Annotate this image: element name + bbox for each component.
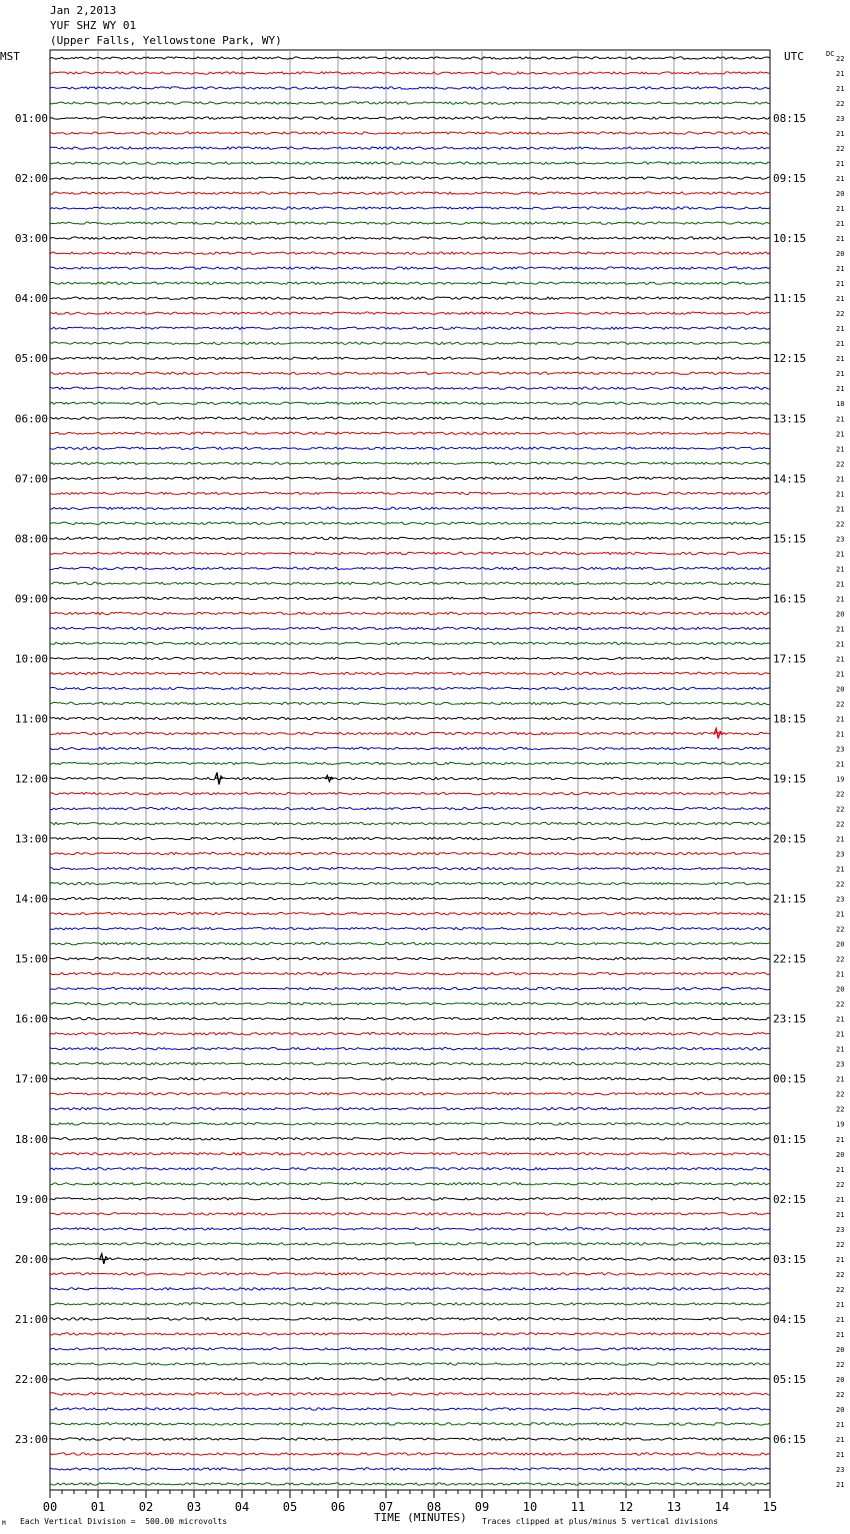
seismic-trace xyxy=(50,672,770,674)
dc-offset-label: 21 xyxy=(836,475,845,484)
seismic-trace xyxy=(50,327,770,329)
seismic-trace xyxy=(50,177,770,179)
dc-offset-label: 20 xyxy=(836,1375,845,1384)
left-hour-label: 20:00 xyxy=(14,1252,48,1266)
dc-offset-label: 21 xyxy=(836,1435,845,1444)
seismic-trace xyxy=(50,507,770,509)
dc-offset-label: 21 xyxy=(836,130,845,139)
dc-offset-label: 21 xyxy=(836,385,845,394)
left-timezone-label: MST xyxy=(0,50,20,63)
left-hour-label: 02:00 xyxy=(14,172,48,186)
seismic-trace xyxy=(50,927,770,929)
seismic-trace xyxy=(50,747,770,749)
right-hour-label: 00:15 xyxy=(773,1072,807,1086)
seismic-trace xyxy=(50,1378,770,1380)
dc-offset-label: 23 xyxy=(836,1060,845,1069)
x-tick-label: 12 xyxy=(618,1500,634,1514)
seismic-trace xyxy=(50,1108,770,1110)
seismic-trace xyxy=(50,777,770,779)
dc-offset-label: 21 xyxy=(836,580,845,589)
seismic-trace xyxy=(50,1048,770,1050)
chart-station: YUF SHZ WY 01 xyxy=(50,19,137,32)
seismic-trace xyxy=(50,522,770,524)
seismic-trace xyxy=(50,762,770,764)
right-hour-label: 05:15 xyxy=(773,1372,807,1386)
seismic-trace xyxy=(50,372,770,374)
dc-offset-label: 21 xyxy=(836,280,845,289)
seismic-trace xyxy=(50,402,770,404)
seismic-trace xyxy=(50,1138,770,1140)
right-hour-label: 22:15 xyxy=(773,952,807,966)
right-hour-label: 01:15 xyxy=(773,1132,807,1146)
seismic-trace xyxy=(50,1453,770,1455)
seismic-trace xyxy=(50,57,770,59)
right-hour-label: 13:15 xyxy=(773,412,807,426)
seismic-trace xyxy=(50,162,770,164)
left-hour-label: 15:00 xyxy=(14,952,48,966)
corner-mark: M xyxy=(2,1520,6,1527)
seismic-trace xyxy=(50,567,770,569)
dc-offset-label: 20 xyxy=(836,985,845,994)
seismic-trace xyxy=(50,267,770,269)
dc-offset-label: 22 xyxy=(836,145,845,154)
dc-offset-label: 21 xyxy=(836,1420,845,1429)
right-hour-label: 19:15 xyxy=(773,772,807,786)
dc-offset-label: 23 xyxy=(836,1465,845,1474)
seismic-trace xyxy=(50,1288,770,1290)
dc-offset-label: 21 xyxy=(836,1210,845,1219)
left-hour-label: 04:00 xyxy=(14,292,48,306)
seismic-trace xyxy=(50,477,770,479)
seismic-trace xyxy=(50,912,770,914)
seismic-trace xyxy=(50,492,770,494)
right-hour-label: 20:15 xyxy=(773,832,807,846)
seismic-trace xyxy=(50,1273,770,1275)
seismic-trace xyxy=(50,1318,770,1320)
seismic-trace xyxy=(50,1483,770,1485)
left-hour-label: 06:00 xyxy=(14,412,48,426)
dc-offset-label: 22 xyxy=(836,880,845,889)
seismic-trace xyxy=(50,702,770,704)
dc-offset-label: 21 xyxy=(836,1315,845,1324)
seismic-trace xyxy=(50,1063,770,1065)
right-hour-label: 04:15 xyxy=(773,1312,807,1326)
seismic-trace xyxy=(50,642,770,644)
x-tick-label: 03 xyxy=(186,1500,202,1514)
left-hour-label: 09:00 xyxy=(14,592,48,606)
seismic-trace xyxy=(50,117,770,119)
dc-offset-label: 22 xyxy=(836,1270,845,1279)
chart-location: (Upper Falls, Yellowstone Park, WY) xyxy=(50,34,282,47)
seismic-trace xyxy=(50,417,770,419)
dc-offset-label: 19 xyxy=(836,1120,845,1129)
seismic-trace xyxy=(50,1423,770,1425)
seismic-trace xyxy=(50,852,770,854)
seismic-trace xyxy=(50,1183,770,1185)
dc-offset-label: 21 xyxy=(836,1015,845,1024)
seismic-trace xyxy=(50,597,770,599)
dc-offset-label: 23 xyxy=(836,895,845,904)
seismic-trace xyxy=(50,237,770,239)
seismic-trace xyxy=(50,972,770,974)
left-hour-label: 03:00 xyxy=(14,232,48,246)
seismic-trace xyxy=(50,102,770,104)
left-hour-label: 12:00 xyxy=(14,772,48,786)
dc-offset-label: 21 xyxy=(836,370,845,379)
right-hour-label: 11:15 xyxy=(773,292,807,306)
dc-offset-label: 22 xyxy=(836,1240,845,1249)
dc-offset-label: 22 xyxy=(836,925,845,934)
seismic-trace xyxy=(50,462,770,464)
seismic-trace xyxy=(50,147,770,149)
left-hour-label: 11:00 xyxy=(14,712,48,726)
right-hour-label: 02:15 xyxy=(773,1192,807,1206)
seismic-trace xyxy=(50,987,770,989)
dc-offset-label: 20 xyxy=(836,610,845,619)
dc-offset-label: 20 xyxy=(836,250,845,259)
dc-offset-label: 20 xyxy=(836,1150,845,1159)
seismic-event-spike xyxy=(100,1254,108,1264)
seismic-trace xyxy=(50,432,770,434)
dc-offset-label: 22 xyxy=(836,1360,845,1369)
dc-offset-label: 22 xyxy=(836,805,845,814)
dc-offset-label: 20 xyxy=(836,1405,845,1414)
seismic-trace xyxy=(50,1017,770,1019)
seismic-trace xyxy=(50,357,770,359)
seismic-trace xyxy=(50,1002,770,1004)
dc-offset-label: 21 xyxy=(836,505,845,514)
dc-offset-label: 22 xyxy=(836,700,845,709)
dc-offset-label: 22 xyxy=(836,100,845,109)
left-hour-label: 16:00 xyxy=(14,1012,48,1026)
dc-offset-label: 21 xyxy=(836,325,845,334)
seismic-trace xyxy=(50,297,770,299)
clip-note: Traces clipped at plus/minus 5 vertical divisions xyxy=(482,1517,719,1526)
seismic-trace xyxy=(50,627,770,629)
dc-offset-label: 21 xyxy=(836,340,845,349)
dc-offset-label: 21 xyxy=(836,160,845,169)
dc-offset-label: 21 xyxy=(836,175,845,184)
dc-offset-label: 21 xyxy=(836,85,845,94)
seismic-trace xyxy=(50,1153,770,1155)
left-hour-label: 21:00 xyxy=(14,1312,48,1326)
seismic-trace xyxy=(50,1168,770,1170)
seismic-trace xyxy=(50,1438,770,1440)
dc-offset-label: 23 xyxy=(836,535,845,544)
seismic-trace xyxy=(50,222,770,224)
left-hour-label: 19:00 xyxy=(14,1192,48,1206)
dc-offset-label: 21 xyxy=(836,1075,845,1084)
dc-offset-label: 21 xyxy=(836,1045,845,1054)
dc-offset-label: 23 xyxy=(836,745,845,754)
dc-offset-label: 22 xyxy=(836,790,845,799)
dc-offset-label: 21 xyxy=(836,670,845,679)
right-hour-label: 18:15 xyxy=(773,712,807,726)
dc-offset-label: 21 xyxy=(836,430,845,439)
x-tick-label: 11 xyxy=(570,1500,586,1514)
seismic-trace xyxy=(50,717,770,719)
dc-offset-label: 21 xyxy=(836,235,845,244)
seismic-trace xyxy=(50,897,770,899)
seismic-trace xyxy=(50,1333,770,1335)
dc-offset-label: 23 xyxy=(836,850,845,859)
left-hour-label: 01:00 xyxy=(14,112,48,126)
dc-offset-label: 21 xyxy=(836,220,845,229)
right-hour-label: 06:15 xyxy=(773,1432,807,1446)
dc-offset-label: 21 xyxy=(836,415,845,424)
dc-offset-label: 21 xyxy=(836,550,845,559)
right-hour-label: 15:15 xyxy=(773,532,807,546)
left-hour-label: 05:00 xyxy=(14,352,48,366)
right-hour-label: 16:15 xyxy=(773,592,807,606)
seismic-trace xyxy=(50,657,770,659)
dc-offset-label: 22 xyxy=(836,1390,845,1399)
dc-offset-label: 21 xyxy=(836,1165,845,1174)
dc-offset-label: 21 xyxy=(836,1030,845,1039)
seismic-trace xyxy=(50,1032,770,1034)
right-hour-label: 09:15 xyxy=(773,172,807,186)
x-tick-label: 09 xyxy=(474,1500,490,1514)
dc-offset-label: 21 xyxy=(836,1255,845,1264)
seismic-trace xyxy=(50,1408,770,1410)
dc-offset-label: 21 xyxy=(836,1300,845,1309)
seismic-trace xyxy=(50,387,770,389)
seismic-trace xyxy=(50,447,770,449)
x-tick-label: 14 xyxy=(714,1500,730,1514)
dc-offset-label: 22 xyxy=(836,1285,845,1294)
scale-note: Each Vertical Division = 500.00 microvolts xyxy=(20,1517,228,1526)
dc-offset-label: 21 xyxy=(836,1195,845,1204)
dc-offset-label: 22 xyxy=(836,820,845,829)
left-hour-label: 22:00 xyxy=(14,1372,48,1386)
seismic-trace xyxy=(50,1243,770,1245)
dc-offset-label: 21 xyxy=(836,355,845,364)
dc-offset-label: 21 xyxy=(836,970,845,979)
seismic-trace xyxy=(50,732,770,734)
left-hour-label: 10:00 xyxy=(14,652,48,666)
dc-offset-label: 21 xyxy=(836,1330,845,1339)
seismic-trace xyxy=(50,882,770,884)
x-tick-label: 04 xyxy=(234,1500,250,1514)
dc-offset-label: 21 xyxy=(836,865,845,874)
seismic-trace xyxy=(50,807,770,809)
seismic-trace xyxy=(50,1078,770,1080)
dc-offset-label: 20 xyxy=(836,685,845,694)
x-tick-label: 07 xyxy=(378,1500,394,1514)
x-tick-label: 15 xyxy=(762,1500,778,1514)
x-tick-label: 01 xyxy=(90,1500,106,1514)
x-tick-label: 08 xyxy=(426,1500,442,1514)
seismic-trace xyxy=(50,87,770,89)
dc-offset-label: 21 xyxy=(836,265,845,274)
seismic-trace xyxy=(50,822,770,824)
dc-offset-label: 21 xyxy=(836,760,845,769)
dc-offset-label: 22 xyxy=(836,1180,845,1189)
right-hour-label: 23:15 xyxy=(773,1012,807,1026)
right-hour-label: 10:15 xyxy=(773,232,807,246)
seismic-trace xyxy=(50,207,770,209)
seismic-trace xyxy=(50,132,770,134)
left-hour-label: 07:00 xyxy=(14,472,48,486)
seismic-trace xyxy=(50,312,770,314)
dc-offset-label: 21 xyxy=(836,655,845,664)
dc-offset-label: 21 xyxy=(836,205,845,214)
x-tick-label: 10 xyxy=(522,1500,538,1514)
seismic-trace xyxy=(50,837,770,839)
dc-offset-label: 22 xyxy=(836,1000,845,1009)
seismic-trace xyxy=(50,552,770,554)
right-hour-label: 12:15 xyxy=(773,352,807,366)
left-hour-label: 14:00 xyxy=(14,892,48,906)
dc-offset-label: 21 xyxy=(836,1481,845,1489)
seismic-trace xyxy=(50,582,770,584)
chart-date: Jan 2,2013 xyxy=(50,4,117,17)
left-hour-label: 18:00 xyxy=(14,1132,48,1146)
seismic-trace xyxy=(50,1258,770,1260)
dc-offset-label: 21 xyxy=(836,565,845,574)
seismic-trace xyxy=(50,1228,770,1230)
right-hour-label: 17:15 xyxy=(773,652,807,666)
dc-offset-label: 21 xyxy=(836,835,845,844)
dc-offset-label: 21 xyxy=(836,910,845,919)
seismic-trace xyxy=(50,1393,770,1395)
dc-offset-label: 22 xyxy=(836,310,845,319)
dc-offset-label: 20 xyxy=(836,1345,845,1354)
seismic-trace xyxy=(50,1303,770,1305)
left-hour-label: 17:00 xyxy=(14,1072,48,1086)
x-axis-label: TIME (MINUTES) xyxy=(374,1511,467,1524)
dc-offset-label: 21 xyxy=(836,1135,845,1144)
dc-offset-label: 20 xyxy=(836,940,845,949)
seismic-trace xyxy=(50,1363,770,1365)
seismic-trace xyxy=(50,957,770,959)
seismic-trace xyxy=(50,1123,770,1125)
seismic-trace xyxy=(50,1093,770,1095)
seismic-trace xyxy=(50,192,770,194)
right-hour-label: 21:15 xyxy=(773,892,807,906)
dc-offset-label: 23 xyxy=(836,115,845,124)
dc-offset-label: 21 xyxy=(836,730,845,739)
x-tick-label: 00 xyxy=(42,1500,58,1514)
dc-offset-label: 21 xyxy=(836,490,845,499)
dc-offset-label: 19 xyxy=(836,775,845,784)
dc-offset-label: 22 xyxy=(836,955,845,964)
seismic-trace xyxy=(50,612,770,614)
dc-label: DC xyxy=(826,50,835,58)
right-hour-label: 14:15 xyxy=(773,472,807,486)
x-tick-label: 13 xyxy=(666,1500,682,1514)
left-hour-label: 13:00 xyxy=(14,832,48,846)
dc-offset-label: 20 xyxy=(836,190,845,199)
seismic-trace xyxy=(50,1468,770,1470)
seismic-trace xyxy=(50,537,770,539)
right-hour-label: 08:15 xyxy=(773,112,807,126)
seismic-trace xyxy=(50,282,770,284)
dc-offset-label: 21 xyxy=(836,445,845,454)
right-timezone-label: UTC xyxy=(784,50,804,63)
right-hour-label: 03:15 xyxy=(773,1252,807,1266)
seismic-trace xyxy=(50,72,770,74)
dc-offset-label: 22 xyxy=(836,460,845,469)
x-tick-label: 06 xyxy=(330,1500,346,1514)
seismic-trace xyxy=(50,252,770,254)
seismic-trace xyxy=(50,1213,770,1215)
dc-offset-label: 21 xyxy=(836,640,845,649)
seismic-trace xyxy=(50,342,770,344)
seismic-trace xyxy=(50,1348,770,1350)
dc-offset-label: 22 xyxy=(836,1090,845,1099)
left-hour-label: 08:00 xyxy=(14,532,48,546)
seismic-trace xyxy=(50,942,770,944)
seismic-trace xyxy=(50,867,770,869)
dc-offset-label: 21 xyxy=(836,715,845,724)
dc-offset-label: 21 xyxy=(836,70,845,79)
x-tick-label: 02 xyxy=(138,1500,154,1514)
dc-offset-label: 21 xyxy=(836,295,845,304)
dc-offset-label: 22 xyxy=(836,1105,845,1114)
seismic-trace xyxy=(50,1198,770,1200)
x-tick-label: 05 xyxy=(282,1500,298,1514)
dc-offset-label: 23 xyxy=(836,1225,845,1234)
dc-offset-label: 21 xyxy=(836,595,845,604)
seismic-trace xyxy=(50,687,770,689)
dc-offset-label: 21 xyxy=(836,625,845,634)
dc-offset-label: 22 xyxy=(836,520,845,529)
dc-offset-label: 21 xyxy=(836,1450,845,1459)
left-hour-label: 23:00 xyxy=(14,1432,48,1446)
dc-offset-label: 22 xyxy=(836,55,845,63)
seismic-trace xyxy=(50,792,770,794)
dc-offset-label: 18 xyxy=(836,400,845,409)
